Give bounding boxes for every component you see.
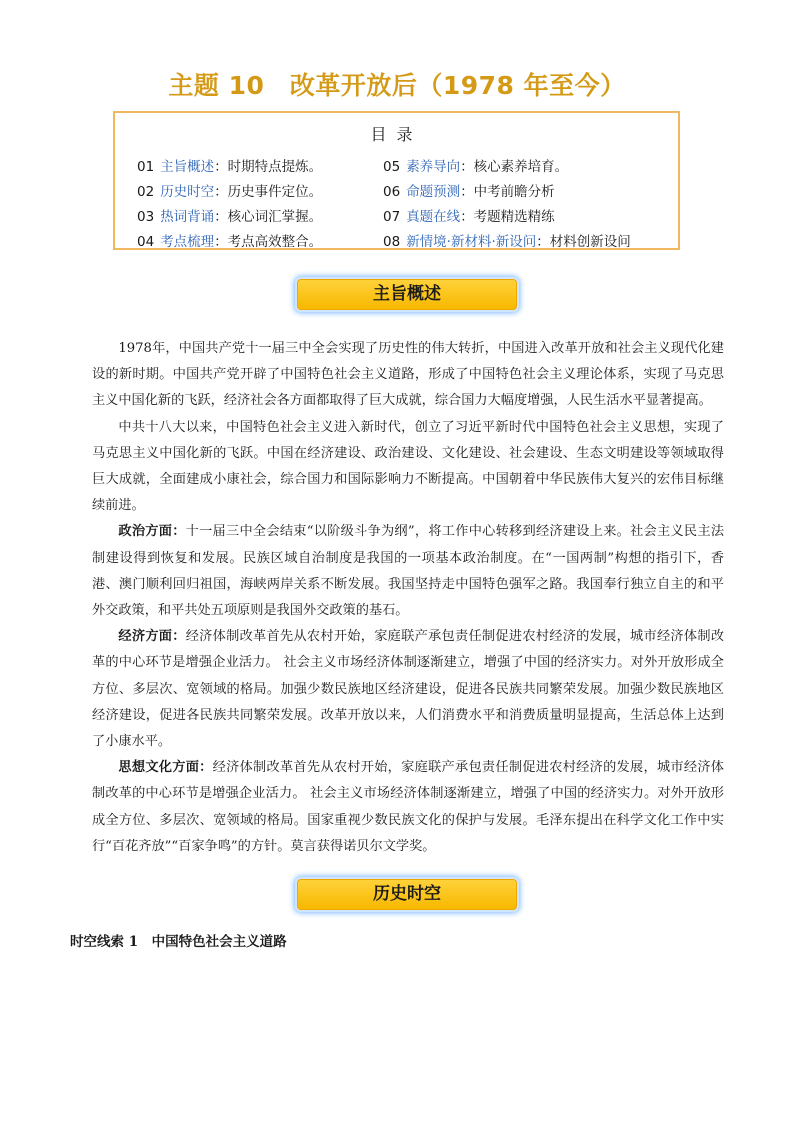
overview-paragraph-culture bbox=[92, 755, 724, 860]
toc-column-left bbox=[137, 155, 322, 255]
toc-item-number: 01 bbox=[137, 159, 155, 175]
toc-item[interactable] bbox=[137, 205, 322, 230]
toc-item[interactable] bbox=[383, 155, 631, 180]
overview-body bbox=[92, 336, 724, 860]
paragraph-lead: 政治方面： bbox=[118, 524, 186, 540]
paragraph-text: 经济体制改革首先从农村开始，家庭联产承包责任制促进农村经济的发展，城市经济体制改革的中心环节是增强企业活力。 社会主义市场经济体制逐渐建立，增强了中国的经济实力。对外开放形成全方位、多层次、宽领域的格局。加强少数民族地区经济建设，促进各民族共同繁荣发展。加强少数民族地区经济建设，促进各民族共同繁荣发展。改革开放以来，人们消费水平和消费质量明显提高，生活总体上达到了小康水平。 bbox=[92, 629, 725, 750]
section-banner-history: 历史时空 bbox=[297, 879, 517, 910]
toc-item[interactable] bbox=[137, 180, 322, 205]
toc-item-desc: ：考点高效整合。 bbox=[214, 234, 323, 250]
timeline-clue-heading: 时空线索 1 中国特色社会主义道路 bbox=[70, 934, 287, 950]
toc-item-name: 历史时空 bbox=[160, 184, 215, 200]
toc-item-desc: ：核心素养培育。 bbox=[460, 159, 569, 175]
toc-item-name: 热词背诵 bbox=[160, 209, 215, 225]
page-title: 主题 10 改革开放后（1978 年至今） bbox=[168, 71, 626, 100]
toc-item[interactable] bbox=[137, 230, 322, 255]
toc-item[interactable] bbox=[383, 230, 631, 255]
table-of-contents bbox=[113, 111, 680, 250]
toc-item-number: 03 bbox=[137, 209, 155, 225]
paragraph-text: 1978年，中国共产党十一届三中全会实现了历史性的伟大转折，中国进入改革开放和社会主义现代化建设的新时期。中国共产党开辟了中国特色社会主义道路，形成了中国特色社会主义理论体系，实现了马克思主义中国化新的飞跃，经济社会各方面都取得了巨大成就，综合国力大幅度增强，人民生活水平显著提高。 bbox=[92, 341, 724, 409]
toc-item-desc: ：材料创新设问 bbox=[536, 234, 631, 250]
toc-item-name: 主旨概述 bbox=[160, 159, 215, 175]
toc-item-name: 新情境·新材料·新设问 bbox=[406, 234, 537, 250]
toc-item-number: 06 bbox=[383, 184, 401, 200]
toc-heading: 目录 bbox=[370, 125, 423, 144]
overview-paragraph bbox=[92, 415, 724, 520]
toc-item-name: 考点梳理 bbox=[160, 234, 215, 250]
paragraph-text: 经济体制改革首先从农村开始，家庭联产承包责任制促进农村经济的发展，城市经济体制改革的中心环节是增强企业活力。 社会主义市场经济体制逐渐建立，增强了中国的经济实力。对外开放形成全方位、多层次、宽领域的格局。国家重视少数民族文化的保护与发展。毛泽东提出在科学文化工作中实行“百花齐放”“百家争鸣”的方针。莫言获得诺贝尔文学奖。 bbox=[92, 760, 724, 854]
overview-paragraph-politics bbox=[92, 519, 724, 624]
toc-item-number: 02 bbox=[137, 184, 155, 200]
toc-item-number: 08 bbox=[383, 234, 401, 250]
toc-item[interactable] bbox=[383, 205, 631, 230]
toc-item[interactable] bbox=[383, 180, 631, 205]
toc-item-number: 04 bbox=[137, 234, 155, 250]
paragraph-text: 十一届三中全会结束“以阶级斗争为纲”，将工作中心转移到经济建设上来。社会主义民主法制建设得到恢复和发展。民族区域自治制度是我国的一项基本政治制度。在“一国两制”构想的指引下，香港、澳门顺利回归祖国，海峡两岸关系不断发展。我国坚持走中国特色强军之路。我国奉行独立自主的和平外交政策，和平共处五项原则是我国外交政策的基石。 bbox=[92, 524, 725, 619]
paragraph-text: 中共十八大以来，中国特色社会主义进入新时代，创立了习近平新时代中国特色社会主义思想，实现了马克思主义中国化新的飞跃。中国在经济建设、政治建设、文化建设、社会建设、生态文明建设等领域取得巨大成就，全面建成小康社会，综合国力和国际影响力不断提高。中国朝着中华民族伟大复兴的宏伟目标继续前进。 bbox=[92, 419, 724, 514]
toc-item-name: 真题在线 bbox=[406, 209, 461, 225]
toc-item-desc: ：时期特点提炼。 bbox=[214, 159, 323, 175]
toc-item-number: 05 bbox=[383, 159, 401, 175]
paragraph-lead: 思想文化方面： bbox=[118, 760, 213, 776]
overview-paragraph-economy bbox=[92, 624, 724, 755]
overview-paragraph bbox=[92, 336, 724, 415]
toc-item-desc: ：中考前瞻分析 bbox=[460, 184, 555, 200]
toc-item-name: 命题预测 bbox=[406, 184, 461, 200]
toc-item-desc: ：历史事件定位。 bbox=[214, 184, 323, 200]
toc-item[interactable] bbox=[137, 155, 322, 180]
toc-column-right bbox=[383, 155, 631, 255]
paragraph-lead: 经济方面： bbox=[118, 629, 186, 645]
toc-item-name: 素养导向 bbox=[406, 159, 461, 175]
toc-item-desc: ：考题精选精练 bbox=[460, 209, 555, 225]
toc-item-number: 07 bbox=[383, 209, 401, 225]
section-banner-overview: 主旨概述 bbox=[297, 279, 517, 310]
toc-item-desc: ：核心词汇掌握。 bbox=[214, 209, 323, 225]
